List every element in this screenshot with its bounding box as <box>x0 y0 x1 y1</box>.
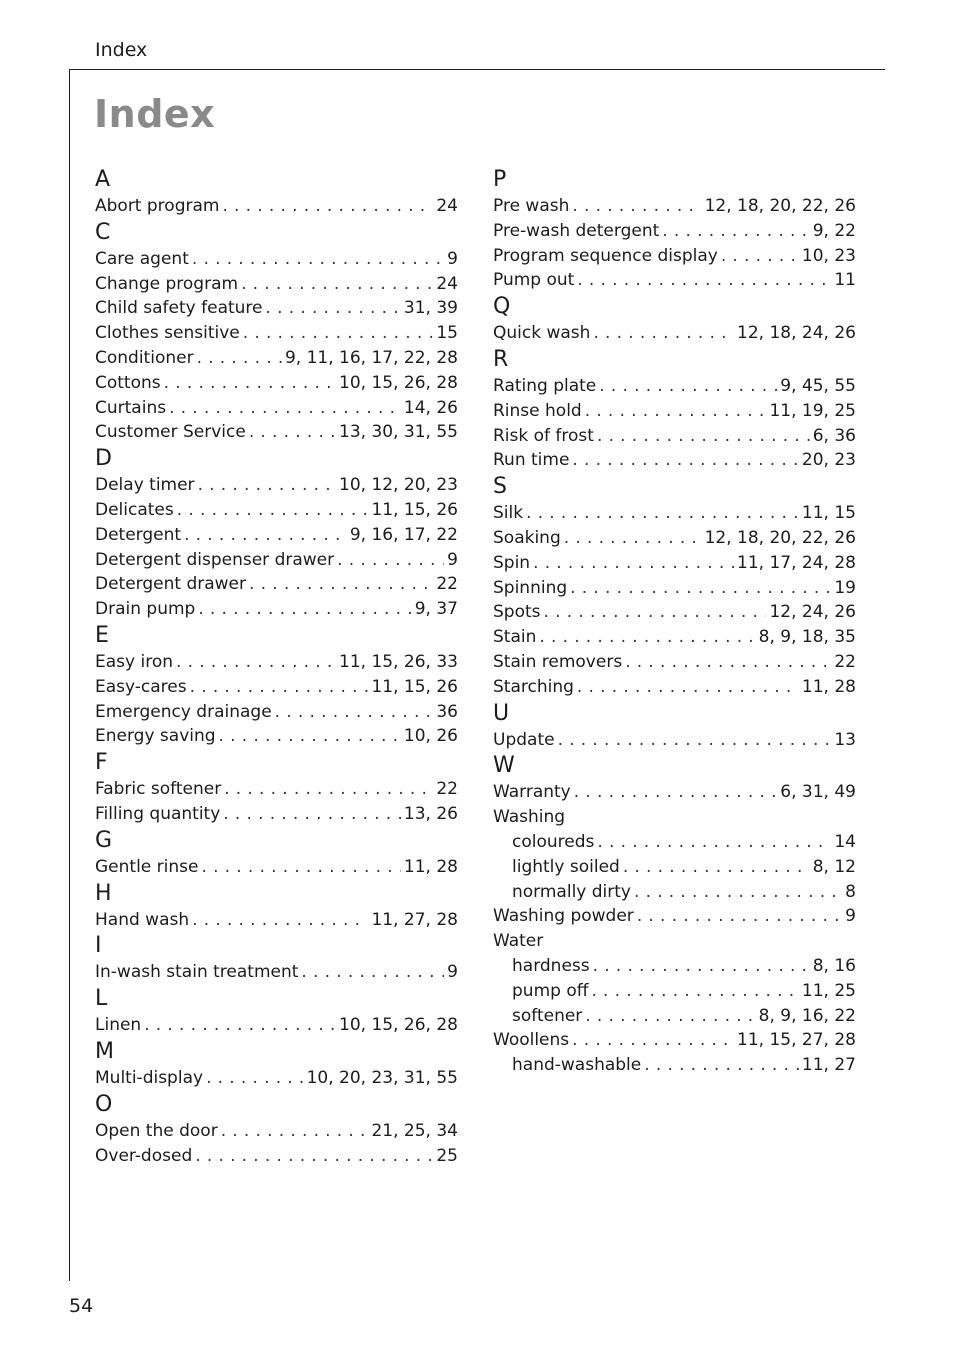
index-entry <box>95 523 458 548</box>
dot-leader <box>224 777 433 802</box>
index-term: Quick wash <box>493 323 591 344</box>
page-number: 54 <box>69 1295 94 1317</box>
index-letter-heading: U <box>493 700 510 726</box>
index-term: Water <box>493 931 544 952</box>
index-entry <box>493 399 856 424</box>
index-entry <box>493 1028 856 1053</box>
index-term: Washing <box>493 807 566 828</box>
index-term: Multi-display <box>95 1067 204 1088</box>
index-entry <box>95 346 458 371</box>
dot-leader <box>249 572 433 597</box>
dot-leader <box>197 346 282 371</box>
index-term: Curtains <box>95 397 167 418</box>
index-page-refs: 10, 23 <box>801 245 856 266</box>
index-entry <box>493 194 856 219</box>
index-letter-heading: H <box>95 880 112 906</box>
index-entry <box>95 321 458 346</box>
index-letter-heading: P <box>493 167 507 192</box>
index-term: Pump out <box>493 270 575 291</box>
dot-leader <box>190 675 369 700</box>
index-letter-heading: G <box>95 827 113 853</box>
dot-leader <box>597 424 810 449</box>
dot-leader <box>201 855 400 880</box>
dot-leader <box>176 650 336 675</box>
index-group-h <box>95 880 458 933</box>
index-term: Conditioner <box>95 347 194 368</box>
index-term: Pre wash <box>493 196 570 216</box>
index-page-refs: 25 <box>436 1145 458 1166</box>
index-term: Soaking <box>493 527 561 548</box>
dot-leader <box>144 1013 336 1038</box>
index-group-a <box>95 166 458 219</box>
index-page-refs: 14 <box>834 831 856 852</box>
index-term: Change program <box>95 273 239 294</box>
index-entry <box>493 675 856 700</box>
index-page-refs: 10, 26 <box>403 726 458 747</box>
index-page-refs: 11, 25 <box>801 980 856 1001</box>
index-page-refs: 12, 18, 20, 22, 26 <box>704 527 856 548</box>
index-column-right <box>493 166 856 1078</box>
index-letter-heading: F <box>95 750 108 776</box>
index-page-refs: 21, 25, 34 <box>371 1120 458 1141</box>
index-term: Update <box>493 729 555 750</box>
index-entry <box>95 1013 458 1038</box>
index-group-w <box>493 752 856 1078</box>
index-term: Clothes sensitive <box>95 323 240 344</box>
index-entry <box>493 600 856 625</box>
index-subentry <box>493 954 856 979</box>
index-entry <box>95 700 458 725</box>
dot-leader <box>198 597 411 622</box>
dot-leader <box>591 979 798 1004</box>
index-entry <box>95 777 458 802</box>
index-term: Linen <box>95 1015 142 1036</box>
index-page-refs: 9 <box>447 549 458 570</box>
index-entry <box>95 908 458 933</box>
index-entry <box>95 675 458 700</box>
index-term: Detergent dispenser drawer <box>95 549 335 570</box>
index-entry <box>95 1066 458 1091</box>
index-subentry <box>493 979 856 1004</box>
dot-leader <box>625 650 831 675</box>
dot-leader <box>169 396 401 421</box>
dot-leader <box>593 321 734 346</box>
index-letter-heading: S <box>493 474 507 500</box>
index-entry <box>493 424 856 449</box>
index-page-refs: 15 <box>436 323 458 344</box>
index-term: Delay timer <box>95 475 195 496</box>
index-group-p <box>493 166 856 293</box>
index-entry <box>493 268 856 293</box>
index-page-refs: 10, 12, 20, 23 <box>339 475 458 496</box>
index-term: Gentle rinse <box>95 856 199 877</box>
index-term: hardness <box>512 955 590 976</box>
dot-leader <box>533 551 734 576</box>
index-page-refs: 11, 19, 25 <box>769 400 856 421</box>
index-page-refs: 8, 12 <box>812 856 856 877</box>
index-term: Delicates <box>95 499 174 520</box>
dot-leader <box>585 1004 755 1029</box>
index-group-o <box>95 1091 458 1169</box>
dot-leader <box>177 498 369 523</box>
index-term: softener <box>512 1005 583 1026</box>
dot-leader <box>192 247 444 272</box>
index-entry <box>493 780 856 805</box>
dot-leader <box>243 321 434 346</box>
index-group-s <box>493 473 856 699</box>
index-entry <box>95 960 458 985</box>
dot-leader <box>662 219 809 244</box>
index-page-refs: 12, 24, 26 <box>769 602 856 623</box>
dot-leader <box>249 420 336 445</box>
dot-leader <box>644 1053 799 1078</box>
index-group-d <box>95 445 458 622</box>
index-page-refs: 9 <box>447 248 458 269</box>
dot-leader <box>574 780 778 805</box>
index-term: Starching <box>493 676 574 697</box>
index-page-refs: 22 <box>436 779 458 800</box>
index-entry <box>493 805 856 830</box>
index-group-q <box>493 293 856 346</box>
index-page-refs: 11, 28 <box>403 856 458 877</box>
index-entry <box>95 548 458 573</box>
index-entry <box>95 371 458 396</box>
dot-leader <box>558 728 832 753</box>
index-letter-heading: C <box>95 219 111 245</box>
page-title: Index <box>94 92 216 136</box>
index-page-refs: 11, 15 <box>801 503 856 524</box>
index-term: pump off <box>512 980 589 1001</box>
index-entry <box>95 498 458 523</box>
dot-leader <box>221 1119 369 1144</box>
index-page-refs: 24 <box>436 196 458 216</box>
index-group-g <box>95 827 458 880</box>
index-entry <box>493 576 856 601</box>
index-term: Care agent <box>95 248 189 269</box>
dot-leader <box>526 501 799 526</box>
index-term: Filling quantity <box>95 803 221 824</box>
index-letter-heading: M <box>95 1038 114 1064</box>
index-subentry <box>493 1053 856 1078</box>
index-page-refs: 14, 26 <box>403 397 458 418</box>
dot-leader <box>206 1066 304 1091</box>
dot-leader <box>570 576 831 601</box>
index-entry <box>95 1144 458 1169</box>
index-entry <box>493 219 856 244</box>
index-entry <box>493 501 856 526</box>
index-term: Fabric softener <box>95 779 222 800</box>
dot-leader <box>585 399 767 424</box>
index-term: Rinse hold <box>493 400 582 421</box>
dot-leader <box>219 724 401 749</box>
index-term: Easy iron <box>95 651 173 672</box>
index-letter-heading: O <box>95 1091 113 1117</box>
dot-leader <box>275 700 434 725</box>
dot-leader <box>241 272 433 297</box>
dot-leader <box>192 908 368 933</box>
index-entry <box>493 650 856 675</box>
dot-leader <box>223 802 401 827</box>
index-group-l <box>95 985 458 1038</box>
dot-leader <box>577 268 831 293</box>
index-entry <box>95 724 458 749</box>
index-page-refs: 9, 11, 16, 17, 22, 28 <box>284 347 458 368</box>
index-term: Over-dosed <box>95 1145 193 1166</box>
index-entry <box>95 420 458 445</box>
index-page-refs: 9, 37 <box>414 599 458 620</box>
index-page-refs: 10, 15, 26, 28 <box>339 1015 458 1036</box>
index-term: Warranty <box>493 782 571 803</box>
index-entry <box>493 374 856 399</box>
index-entry <box>95 194 458 219</box>
index-page-refs: 12, 18, 20, 22, 26 <box>704 196 856 216</box>
index-term: Spinning <box>493 577 568 598</box>
index-page-refs: 20, 23 <box>801 450 856 471</box>
index-entry <box>493 551 856 576</box>
index-letter-heading: L <box>95 986 108 1012</box>
dot-leader <box>572 448 799 473</box>
index-page-refs: 9 <box>845 906 856 927</box>
index-page-refs: 10, 15, 26, 28 <box>339 372 458 393</box>
index-group-u <box>493 700 856 753</box>
running-header: Index <box>95 39 148 61</box>
index-term: Rating plate <box>493 375 597 396</box>
index-term: Program sequence display <box>493 245 718 266</box>
index-page-refs: 11 <box>834 270 856 291</box>
index-term: Detergent drawer <box>95 574 247 595</box>
index-entry <box>493 929 856 954</box>
index-subentry <box>493 830 856 855</box>
index-page-refs: 11, 27, 28 <box>371 909 458 930</box>
dot-leader <box>572 1028 734 1053</box>
index-term: Child safety feature <box>95 298 263 319</box>
index-entry <box>95 247 458 272</box>
index-term: normally dirty <box>512 881 631 902</box>
index-page-refs: 22 <box>834 651 856 672</box>
index-entry <box>95 802 458 827</box>
index-entry <box>493 625 856 650</box>
index-page-refs: 13, 30, 31, 55 <box>339 422 458 443</box>
index-page-refs: 6, 36 <box>812 425 856 446</box>
index-term: Customer Service <box>95 422 246 443</box>
index-column-left <box>95 166 458 1168</box>
index-page-refs: 9, 22 <box>812 220 856 241</box>
index-term: Risk of frost <box>493 425 594 446</box>
margin-rule <box>69 69 70 1281</box>
index-entry <box>95 473 458 498</box>
dot-leader <box>593 954 810 979</box>
index-term: coloureds <box>512 831 595 852</box>
index-page-refs: 13, 26 <box>403 803 458 824</box>
index-letter-heading: A <box>95 167 111 192</box>
index-term: Energy saving <box>95 726 216 747</box>
index-term: lightly soiled <box>512 856 620 877</box>
index-page-refs: 9 <box>447 962 458 983</box>
index-term: Spots <box>493 602 541 623</box>
index-term: In-wash stain treatment <box>95 962 299 983</box>
index-term: Hand wash <box>95 909 190 930</box>
index-page-refs: 8, 9, 16, 22 <box>758 1005 856 1026</box>
dot-leader <box>337 548 444 573</box>
index-term: Stain removers <box>493 651 623 672</box>
dot-leader <box>301 960 444 985</box>
index-term: Washing powder <box>493 906 634 927</box>
dot-leader <box>577 675 799 700</box>
index-page-refs: 9, 45, 55 <box>780 375 856 396</box>
index-entry <box>493 244 856 269</box>
index-page-refs: 8, 16 <box>812 955 856 976</box>
index-page-refs: 36 <box>436 701 458 722</box>
index-entry <box>493 526 856 551</box>
index-term: Drain pump <box>95 599 196 620</box>
dot-leader <box>721 244 799 269</box>
index-page-refs: 8, 9, 18, 35 <box>758 627 856 648</box>
index-group-c <box>95 219 458 445</box>
dot-leader <box>195 1144 433 1169</box>
index-page-refs: 11, 15, 26 <box>371 676 458 697</box>
index-term: Cottons <box>95 372 161 393</box>
index-group-i <box>95 932 458 985</box>
dot-leader <box>634 880 842 905</box>
index-entry <box>95 572 458 597</box>
index-term: Stain <box>493 627 537 648</box>
index-page-refs: 11, 17, 24, 28 <box>737 552 856 573</box>
index-entry <box>493 728 856 753</box>
header-rule <box>69 69 885 70</box>
index-page-refs: 31, 39 <box>403 298 458 319</box>
dot-leader <box>164 371 336 396</box>
index-entry <box>493 448 856 473</box>
index-group-e <box>95 622 458 749</box>
index-term: Silk <box>493 503 524 524</box>
dot-leader <box>599 374 777 399</box>
index-subentry <box>493 1004 856 1029</box>
index-entry <box>95 650 458 675</box>
index-page-refs: 9, 16, 17, 22 <box>349 524 458 545</box>
index-page-refs: 22 <box>436 574 458 595</box>
index-page-refs: 11, 27 <box>801 1055 856 1076</box>
dot-leader <box>597 830 831 855</box>
index-term: Easy-cares <box>95 676 187 697</box>
dot-leader <box>222 194 433 219</box>
index-group-m <box>95 1038 458 1091</box>
dot-leader <box>198 473 336 498</box>
index-subentry <box>493 855 856 880</box>
dot-leader <box>637 904 842 929</box>
index-term: Spin <box>493 552 531 573</box>
index-page-refs: 11, 28 <box>801 676 856 697</box>
index-term: Emergency drainage <box>95 701 272 722</box>
index-entry <box>95 272 458 297</box>
index-page-refs: 19 <box>834 577 856 598</box>
index-term: Pre-wash detergent <box>493 220 660 241</box>
index-letter-heading: W <box>493 753 515 779</box>
dot-leader <box>266 296 401 321</box>
index-letter-heading: D <box>95 446 112 472</box>
dot-leader <box>572 194 701 219</box>
index-letter-heading: I <box>95 933 102 959</box>
index-page-refs: 10, 20, 23, 31, 55 <box>306 1067 458 1088</box>
index-page-refs: 11, 15, 27, 28 <box>737 1030 856 1051</box>
index-term: hand-washable <box>512 1055 642 1076</box>
index-page-refs: 24 <box>436 273 458 294</box>
dot-leader <box>184 523 347 548</box>
dot-leader <box>539 625 755 650</box>
index-letter-heading: E <box>95 622 109 648</box>
index-page-refs: 13 <box>834 729 856 750</box>
index-entry <box>95 396 458 421</box>
index-entry <box>95 296 458 321</box>
index-term: Abort program <box>95 196 220 216</box>
dot-leader <box>544 600 767 625</box>
index-term: Open the door <box>95 1120 218 1141</box>
dot-leader <box>564 526 702 551</box>
index-page-refs: 11, 15, 26, 33 <box>339 651 458 672</box>
index-page-refs: 11, 15, 26 <box>371 499 458 520</box>
index-entry <box>95 1119 458 1144</box>
index-group-f <box>95 749 458 827</box>
index-entry <box>493 904 856 929</box>
index-page-refs: 6, 31, 49 <box>780 782 856 803</box>
index-entry <box>493 321 856 346</box>
index-term: Detergent <box>95 524 182 545</box>
index-letter-heading: R <box>493 346 509 372</box>
index-page-refs: 12, 18, 24, 26 <box>737 323 856 344</box>
index-term: Run time <box>493 450 570 471</box>
index-subentry <box>493 880 856 905</box>
index-page-refs: 8 <box>845 881 856 902</box>
index-group-r <box>493 346 856 473</box>
index-term: Woollens <box>493 1030 570 1051</box>
index-entry <box>95 597 458 622</box>
index-letter-heading: Q <box>493 294 511 320</box>
dot-leader <box>623 855 810 880</box>
index-entry <box>95 855 458 880</box>
